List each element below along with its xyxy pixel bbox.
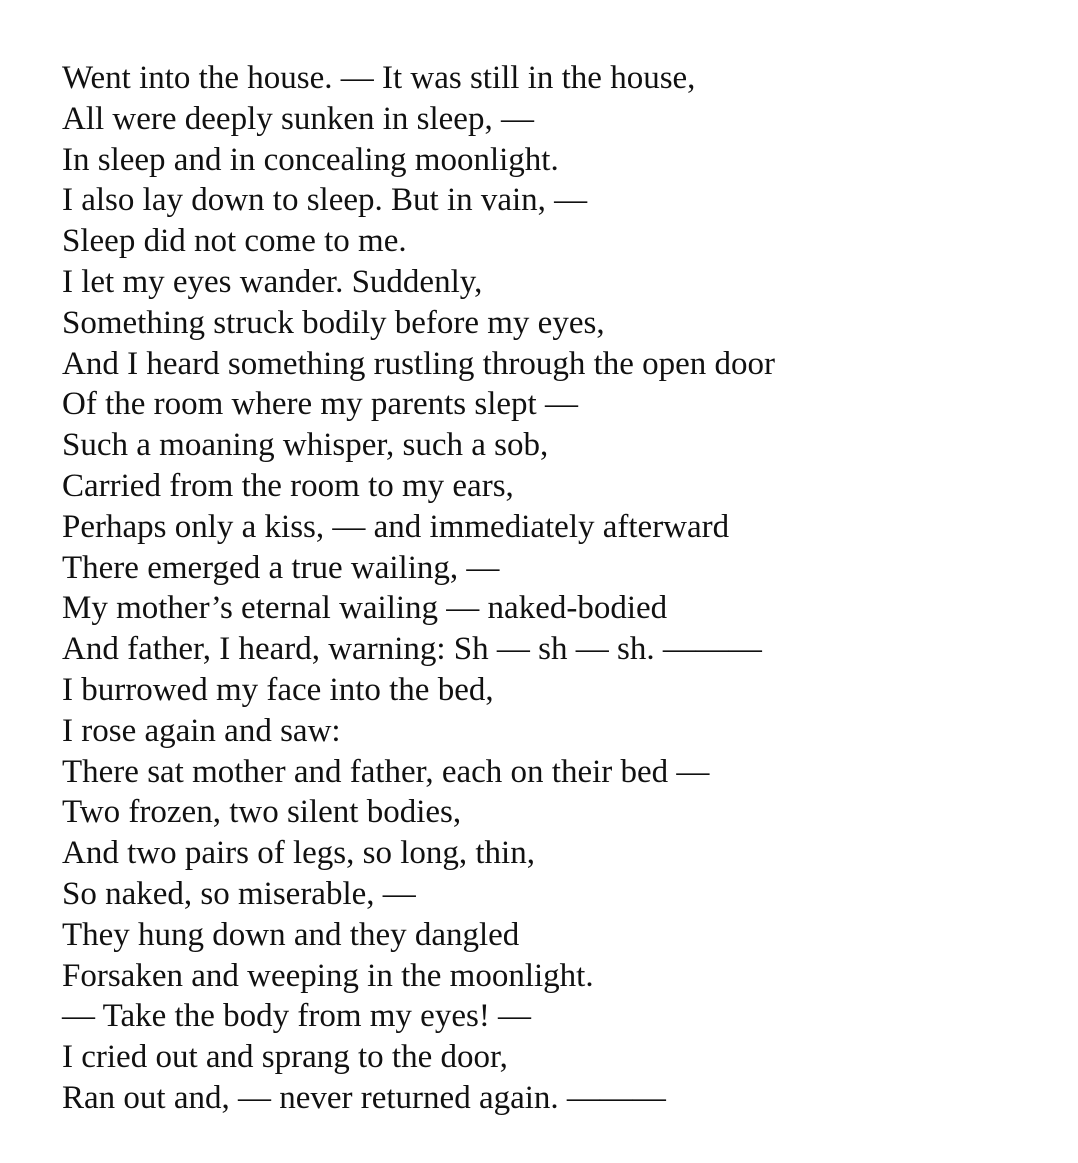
poem-line: There emerged a true wailing, —: [62, 549, 500, 586]
poem-line: And father, I heard, warning: Sh — sh — sh. ———: [62, 631, 762, 668]
poem-line: Something struck bodily before my eyes,: [62, 304, 605, 341]
poem-line: Such a moaning whisper, such a sob,: [62, 427, 549, 464]
poem-line: There sat mother and father, each on their bed —: [62, 753, 710, 790]
poem-line: I cried out and sprang to the door,: [62, 1039, 508, 1076]
poem-line: Perhaps only a kiss, — and immediately afterward: [62, 508, 730, 545]
poem-line: Sleep did not come to me.: [62, 223, 407, 260]
poem-line: I let my eyes wander. Suddenly,: [62, 263, 483, 300]
poem-line: Went into the house. — It was still in the house,: [62, 60, 696, 96]
poem-line: My mother’s eternal wailing — naked-bodied: [62, 590, 668, 627]
poem-document: [62, 58, 1052, 1119]
poem-line: Of the room where my parents slept —: [62, 386, 578, 423]
poem-line: Ran out and, — never returned again. ———: [62, 1079, 666, 1116]
poem-line: All were deeply sunken in sleep, —: [62, 100, 534, 137]
poem-line: And I heard something rustling through the open door: [62, 345, 776, 382]
poem-line: I also lay down to sleep. But in vain, —: [62, 182, 588, 219]
poem-line: — Take the body from my eyes! —: [62, 998, 532, 1035]
poem-line: They hung down and they dangled: [62, 916, 520, 953]
poem-line: I rose again and saw:: [62, 712, 341, 749]
poem-line: Two frozen, two silent bodies,: [62, 794, 462, 831]
poem-line: And two pairs of legs, so long, thin,: [62, 835, 535, 872]
poem-line: Carried from the room to my ears,: [62, 467, 514, 504]
poem-line: Forsaken and weeping in the moonlight.: [62, 957, 594, 994]
poem-line: So naked, so miserable, —: [62, 875, 416, 912]
poem-line: In sleep and in concealing moonlight.: [62, 141, 559, 178]
poem-line: I burrowed my face into the bed,: [62, 671, 494, 708]
